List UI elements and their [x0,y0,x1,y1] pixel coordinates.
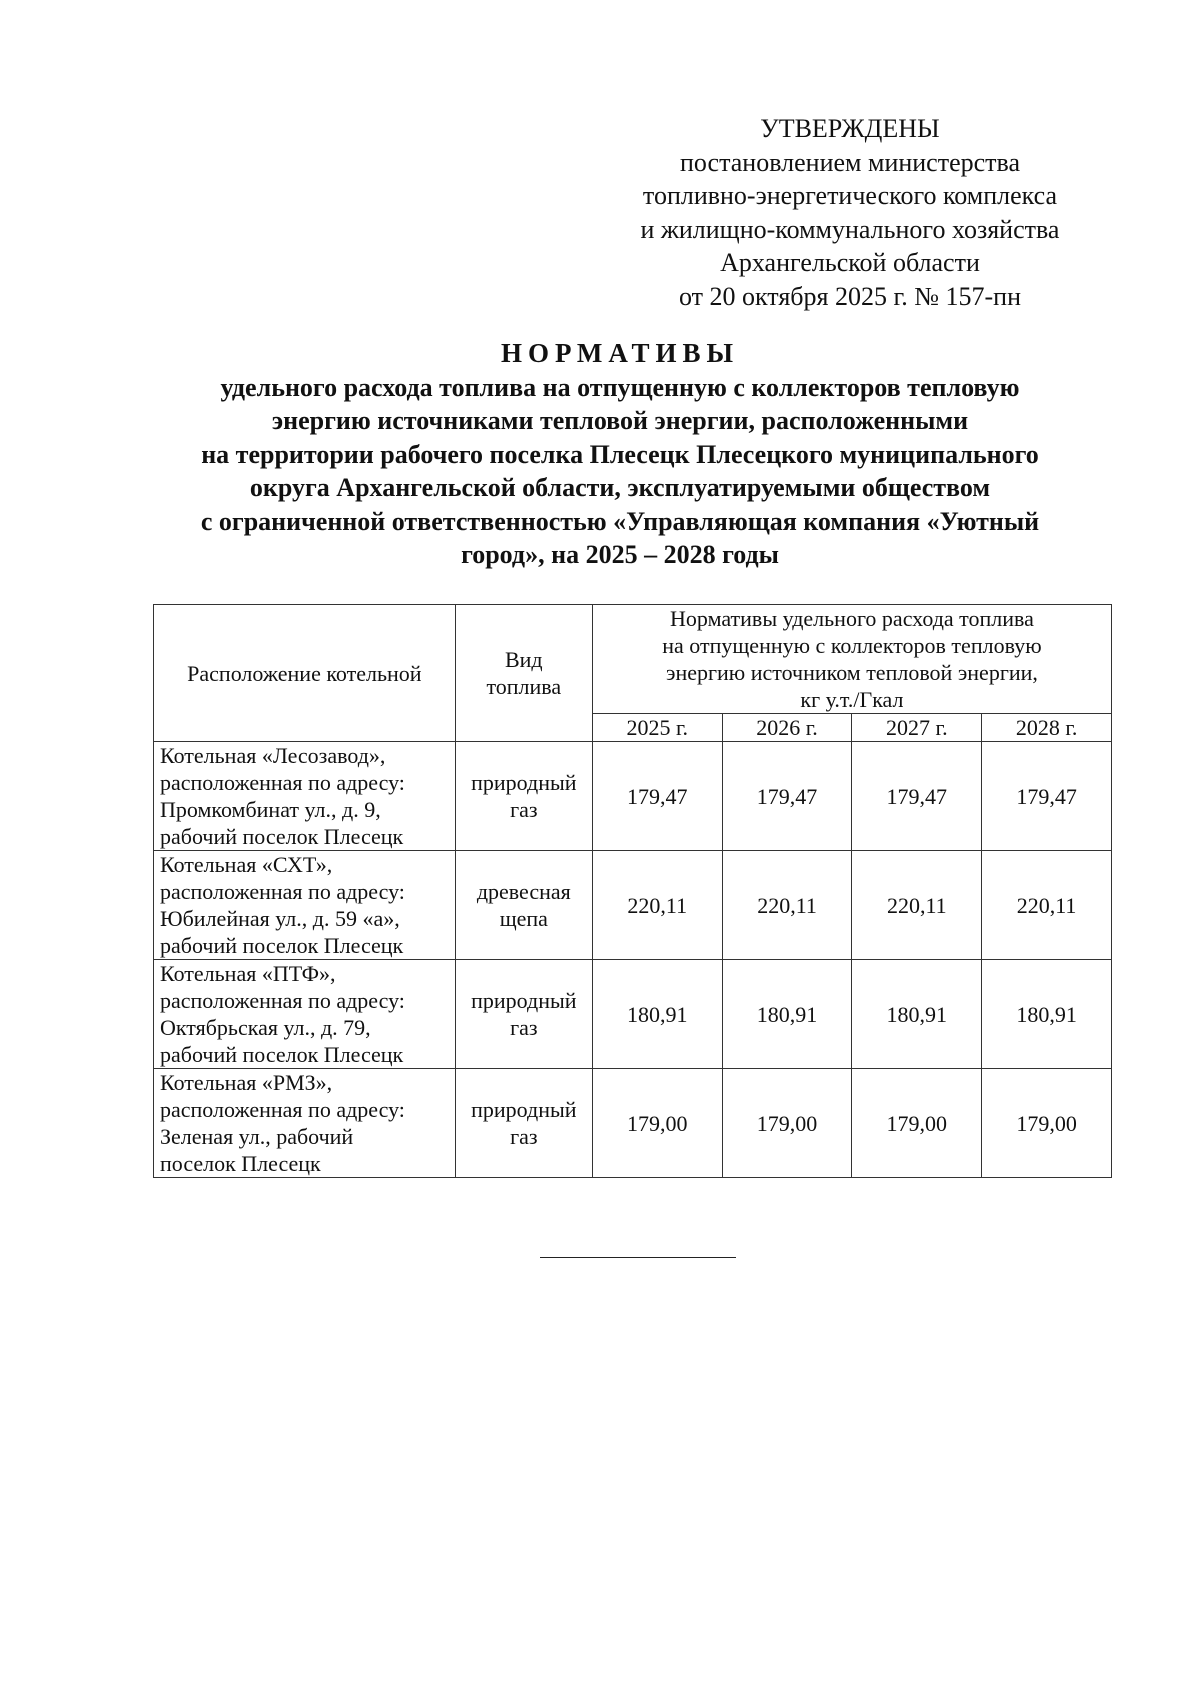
norm-value-2025: 220,11 [592,851,722,960]
fuel-type [455,1069,592,1178]
fuel-line: природный [471,1097,577,1122]
document-title [140,337,1100,572]
approval-line: топливно-энергетического комплекса [642,181,1058,210]
header-year-2026: 2026 г. [722,714,852,742]
boiler-location [154,1069,456,1178]
location-line: Котельная «Лесозавод», [160,743,386,768]
location-line: поселок Плесецк [160,1151,321,1176]
location-line: рабочий поселок Плесецк [160,1042,404,1067]
fuel-line: газ [510,797,538,822]
location-line: расположенная по адресу: [160,770,405,795]
norm-value-2026: 179,47 [722,742,852,851]
norm-value-2027: 220,11 [852,851,982,960]
norm-value-2027: 179,47 [852,742,982,851]
norm-value-2028: 179,00 [982,1069,1112,1178]
location-line: Котельная «ПТФ», [160,961,336,986]
norm-value-2026: 179,00 [722,1069,852,1178]
norm-value-2025: 180,91 [592,960,722,1069]
location-line: Котельная «РМЗ», [160,1070,333,1095]
title-line: удельного расхода топлива на отпущенную с коллекторов тепловую [220,372,1020,402]
location-line: расположенная по адресу: [160,1097,405,1122]
title-line: на территории рабочего поселка Плесецк Плесецкого муниципального [201,439,1039,469]
header-norms-line: энергию источником тепловой энергии, [666,660,1038,685]
table-header-row [154,605,1112,714]
fuel-line: древесная [476,879,571,904]
boiler-location [154,742,456,851]
norm-value-2026: 220,11 [722,851,852,960]
title-heading: НОРМАТИВЫ [500,338,740,368]
norm-value-2028: 180,91 [982,960,1112,1069]
approval-stamp: УТВЕРЖДЕНЫ [760,114,940,143]
location-line: Октябрьская ул., д. 79, [160,1015,371,1040]
end-of-document-rule [540,1257,736,1258]
norm-value-2026: 180,91 [722,960,852,1069]
norm-value-2028: 179,47 [982,742,1112,851]
header-year-2025: 2025 г. [592,714,722,742]
fuel-type [455,851,592,960]
header-year-2027: 2027 г. [852,714,982,742]
norm-value-2025: 179,00 [592,1069,722,1178]
fuel-line: природный [471,988,577,1013]
header-fuel-line: Вид [504,647,543,672]
norm-value-2025: 179,47 [592,742,722,851]
norm-value-2028: 220,11 [982,851,1112,960]
fuel-type [455,742,592,851]
table-row [154,1069,1112,1178]
header-norms-unit: кг у.т./Гкал [800,687,904,712]
approval-line: и жилищно-коммунального хозяйства [640,214,1060,244]
fuel-line: газ [510,1124,538,1149]
location-line: Промкомбинат ул., д. 9, [160,797,381,822]
approval-line: Архангельской области [720,248,980,277]
header-norms-line: Нормативы удельного расхода топлива [670,606,1034,631]
boiler-location [154,960,456,1069]
header-year-2028: 2028 г. [982,714,1112,742]
fuel-line: природный [471,770,577,795]
location-line: рабочий поселок Плесецк [160,824,404,849]
title-line: округа Архангельской области, эксплуатируемыми обществом [249,473,991,502]
boiler-location [154,851,456,960]
title-line: город», на 2025 – 2028 годы [461,540,779,569]
approval-line: постановлением министерства [679,147,1021,177]
table-row [154,960,1112,1069]
location-line: Котельная «СХТ», [160,852,333,877]
norms-table [153,604,1112,1178]
location-line: Зеленая ул., рабочий [160,1124,354,1149]
approval-date-number: от 20 октября 2025 г. № 157-пн [679,281,1021,311]
norm-value-2027: 179,00 [852,1069,982,1178]
approval-block [600,112,1100,313]
header-norms [592,605,1111,714]
header-location: Расположение котельной [154,605,456,742]
fuel-type [455,960,592,1069]
header-fuel-type [455,605,592,742]
location-line: Юбилейная ул., д. 59 «а», [160,906,400,931]
title-line: энергию источниками тепловой энергии, расположенными [271,406,969,435]
location-line: рабочий поселок Плесецк [160,933,404,958]
location-line: расположенная по адресу: [160,879,405,904]
fuel-line: щепа [499,906,548,931]
fuel-line: газ [510,1015,538,1040]
norm-value-2027: 180,91 [852,960,982,1069]
location-line: расположенная по адресу: [160,988,405,1013]
table-row [154,851,1112,960]
header-norms-line: на отпущенную с коллекторов тепловую [662,633,1042,658]
header-fuel-line: топлива [486,674,562,699]
table-row [154,742,1112,851]
title-line: с ограниченной ответственностью «Управляющая компания «Уютный [200,506,1040,536]
